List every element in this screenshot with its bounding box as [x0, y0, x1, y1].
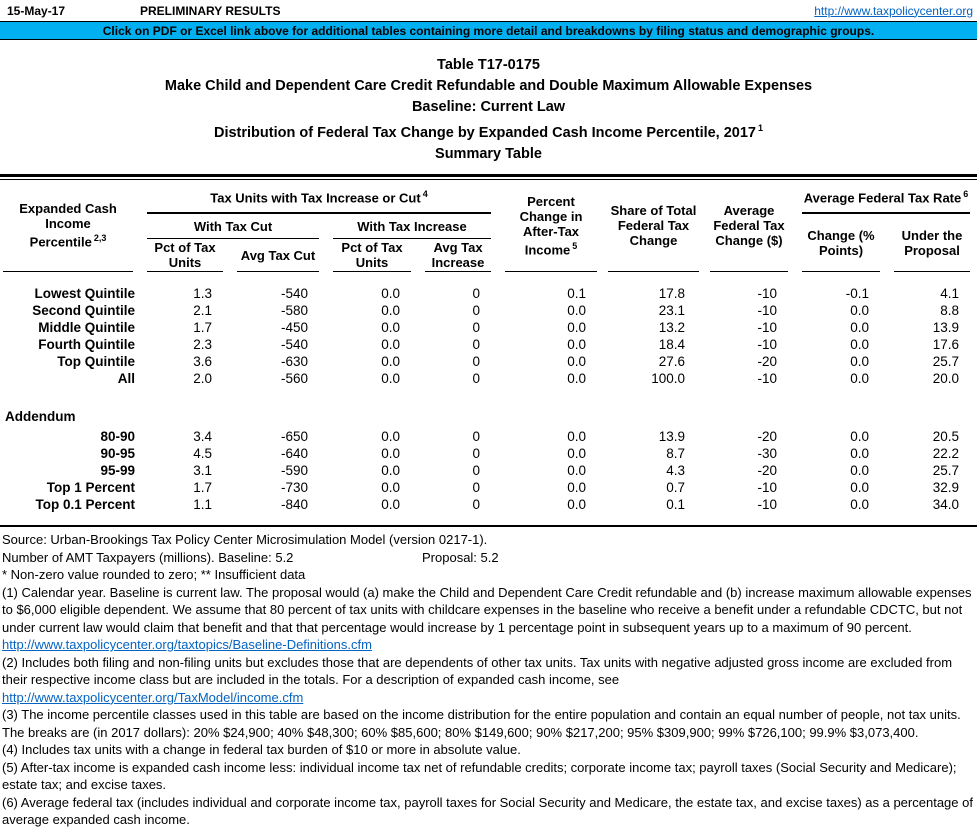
- data-cell: -10: [757, 497, 777, 513]
- col-header-pct-of-tax-units-cut: Pct of Tax Units: [140, 239, 230, 272]
- page-top-bar: [0, 0, 977, 21]
- footnote: (1) Calendar year. Baseline is current law. The proposal would (a) make the Child and Dependent Care Credit refundable and (b) increase maximum allowable expenses to $6,000 eligible dependent. We assume that 80 percent of tax units with childcare expenses in the baseline who receive a benefit under a refundable CDCTC, but not under current law would claim that benefit and that that percentage would increase by 1 percentage point in subsequent years up to a maximum of 90 percent.: [2, 584, 972, 635]
- data-cell: 0: [472, 371, 480, 387]
- summary-table-title: Summary Table: [435, 145, 542, 162]
- data-cell: 22.2: [932, 446, 959, 462]
- row-label: Middle Quintile: [38, 320, 135, 336]
- data-cell: -560: [280, 371, 308, 387]
- data-cell: 0.0: [567, 303, 586, 319]
- data-cell: 0.0: [567, 429, 586, 445]
- addendum-row: [0, 387, 977, 428]
- results-table: [0, 179, 977, 528]
- table-row: [0, 336, 977, 353]
- data-cell: -10: [757, 320, 777, 336]
- data-cell: 20.5: [932, 429, 959, 445]
- data-cell: 0: [472, 320, 480, 336]
- data-cell: 0.0: [381, 429, 400, 445]
- row-label: 95-99: [100, 463, 135, 479]
- data-cell: 1.7: [193, 320, 212, 336]
- data-cell: 3.6: [193, 354, 212, 370]
- data-cell: 0.0: [381, 463, 400, 479]
- data-cell: -540: [280, 286, 308, 302]
- row-label: Top Quintile: [57, 354, 135, 370]
- table-row: [0, 479, 977, 496]
- data-cell: -450: [280, 320, 308, 336]
- table-row: [0, 428, 977, 445]
- data-cell: 13.9: [658, 429, 685, 445]
- row-label: Second Quintile: [32, 303, 135, 319]
- data-cell: 0.0: [567, 320, 586, 336]
- data-cell: 0.0: [850, 497, 869, 513]
- amt-baseline-value: Number of AMT Taxpayers (millions). Baseline: 5.2: [2, 549, 294, 565]
- data-cell: -20: [757, 463, 777, 479]
- data-cell: -20: [757, 429, 777, 445]
- data-cell: 0: [472, 429, 480, 445]
- table-row: [0, 319, 977, 336]
- data-cell: 25.7: [932, 463, 959, 479]
- data-cell: 0: [472, 497, 480, 513]
- data-cell: 0.0: [381, 446, 400, 462]
- data-cell: 17.6: [932, 337, 959, 353]
- group-header-avg-federal-tax-rate: Average Federal Tax Rate $^6$: [795, 179, 977, 214]
- col-header-pct-of-tax-units-increase: Pct of Tax Units: [326, 239, 418, 272]
- data-cell: 0.0: [381, 371, 400, 387]
- data-cell: 13.2: [658, 320, 685, 336]
- table-row: [0, 462, 977, 479]
- data-cell: 13.9: [932, 320, 959, 336]
- preliminary-results-label: PRELIMINARY RESULTS: [140, 3, 281, 18]
- data-cell: 0: [472, 286, 480, 302]
- table-row: [0, 302, 977, 319]
- addendum-label: Addendum: [5, 409, 76, 425]
- col-header-avg-federal-tax-change: Average Federal Tax Change ($): [703, 179, 795, 272]
- data-cell: 0.0: [381, 337, 400, 353]
- data-cell: -10: [757, 371, 777, 387]
- numbered-notes: [2, 584, 977, 829]
- row-label: All: [117, 371, 135, 387]
- row-label: Top 1 Percent: [46, 480, 135, 496]
- data-cell: 20.0: [932, 371, 959, 387]
- data-cell: 0.0: [850, 463, 869, 479]
- data-cell: 0: [472, 446, 480, 462]
- data-cell: 4.5: [193, 446, 212, 462]
- data-cell: 8.7: [666, 446, 685, 462]
- asterisk-note: * Non-zero value rounded to zero; ** Insufficient data: [2, 567, 306, 583]
- row-label: 90-95: [100, 446, 135, 462]
- subgroup-header-with-tax-cut: With Tax Cut: [140, 214, 326, 239]
- data-cell: -10: [757, 480, 777, 496]
- data-cell: 0.0: [850, 371, 869, 387]
- data-cell: 0.0: [381, 354, 400, 370]
- data-cell: -640: [280, 446, 308, 462]
- data-cell: 0.0: [567, 497, 586, 513]
- data-cell: 32.9: [932, 480, 959, 496]
- data-cell: 0.0: [567, 446, 586, 462]
- footnote: (2) Includes both filing and non-filing units but excludes those that are dependents of other tax units. Tax units with negative adjusted gross income are excluded from their respective income class but are included in the totals. For a description of expanded cash income, see: [2, 654, 953, 688]
- data-cell: 0.0: [381, 286, 400, 302]
- footnote: (4) Includes tax units with a change in federal tax burden of $10 or more in absolute value.: [2, 742, 521, 758]
- data-cell: 0.7: [666, 480, 685, 496]
- data-cell: 0.0: [850, 337, 869, 353]
- data-cell: 1.3: [193, 286, 212, 302]
- data-cell: 27.6: [658, 354, 685, 370]
- data-cell: 0: [472, 463, 480, 479]
- col-header-rate-change-points: Change (% Points): [795, 214, 887, 272]
- data-cell: -840: [280, 497, 308, 513]
- col-header-share-of-total: Share of Total Federal Tax Change: [604, 179, 703, 272]
- data-cell: 0: [472, 337, 480, 353]
- data-cell: 100.0: [651, 371, 685, 387]
- data-cell: 0.0: [850, 429, 869, 445]
- data-cell: 3.4: [193, 429, 212, 445]
- data-cell: 0.0: [850, 446, 869, 462]
- data-cell: 23.1: [658, 303, 685, 319]
- data-cell: 34.0: [932, 497, 959, 513]
- title-block: [0, 40, 977, 174]
- table-row: [0, 353, 977, 370]
- data-cell: 25.7: [932, 354, 959, 370]
- footer-notes: [0, 527, 977, 829]
- table-row: [0, 445, 977, 462]
- col-header-pct-change-after-tax-income: Percent Change in After-Tax Income $^5$: [498, 179, 604, 272]
- table-row: [0, 272, 977, 302]
- row-label: Top 0.1 Percent: [35, 497, 135, 513]
- data-cell: -0.1: [845, 286, 869, 302]
- baseline-title: Baseline: Current Law: [411, 99, 566, 115]
- data-cell: 0: [472, 303, 480, 319]
- data-cell: 0.0: [381, 320, 400, 336]
- data-cell: 2.1: [193, 303, 212, 319]
- data-cell: 0.0: [567, 371, 586, 387]
- row-label: Lowest Quintile: [34, 286, 135, 302]
- data-cell: -10: [757, 286, 777, 302]
- data-cell: 2.3: [193, 337, 212, 353]
- table-row: [0, 496, 977, 526]
- data-cell: 0.0: [381, 480, 400, 496]
- data-cell: -20: [757, 354, 777, 370]
- data-cell: 0.1: [567, 286, 586, 302]
- group-header-tax-units: Tax Units with Tax Increase or Cut $^4$: [140, 179, 498, 214]
- data-cell: 8.8: [940, 303, 959, 319]
- note-link[interactable]: http://www.taxpolicycenter.org/TaxModel/income.cfm: [2, 689, 304, 705]
- report-date: 15-May-17: [7, 3, 66, 18]
- data-cell: 1.7: [193, 480, 212, 496]
- data-cell: 0.0: [850, 480, 869, 496]
- data-cell: 4.1: [940, 286, 959, 302]
- data-cell: -730: [280, 480, 308, 496]
- data-cell: -590: [280, 463, 308, 479]
- data-cell: 18.4: [658, 337, 685, 353]
- footnote: (6) Average federal tax (includes individual and corporate income tax, payroll taxes for Social Security and Medicare, the estate tax, and excise taxes) as a percentage of average expanded cash income.: [2, 794, 973, 828]
- data-cell: -10: [757, 337, 777, 353]
- data-cell: 17.8: [658, 286, 685, 302]
- note-link[interactable]: http://www.taxpolicycenter.org/taxtopics/Baseline-Definitions.cfm: [2, 637, 372, 653]
- results-table-wrapper: [0, 174, 977, 528]
- data-cell: 2.0: [193, 371, 212, 387]
- row-label: 80-90: [100, 429, 135, 445]
- col-header-avg-tax-increase: Avg Tax Increase: [418, 239, 498, 272]
- data-cell: -650: [280, 429, 308, 445]
- data-cell: -540: [280, 337, 308, 353]
- data-cell: -30: [757, 446, 777, 462]
- table-number-title: Table T17-0175: [437, 57, 540, 73]
- footnote: (5) After-tax income is expanded cash income less: individual income tax net of refundable credits; corporate income tax; payroll taxes (Social Security and Medicare); estate tax; and excise taxes.: [2, 759, 957, 793]
- data-cell: 1.1: [193, 497, 212, 513]
- footnote: (3) The income percentile classes used in this table are based on the income distribution for the entire population and contain an equal number of people, not tax units. The breaks are (in 2017 dollars): 20% $24,900; 40% $48,300; 60% $85,600; 80% $149,600; 90% $217,200; 95% $309,900; 99% $726,100; 99.9% $3,073,400.: [2, 707, 961, 740]
- amt-proposal-value: Proposal: 5.2: [422, 549, 499, 565]
- table-row: [0, 370, 977, 387]
- data-cell: -630: [280, 354, 308, 370]
- data-cell: 3.1: [193, 463, 212, 479]
- subgroup-header-with-tax-increase: With Tax Increase: [326, 214, 498, 239]
- col-header-under-the-proposal: Under the Proposal: [887, 214, 977, 272]
- distribution-title: Distribution of Federal Tax Change by Expanded Cash Income Percentile, 2017 $^1$: [213, 123, 764, 141]
- proposal-title: Make Child and Dependent Care Credit Refundable and Double Maximum Allowable Expenses: [164, 78, 813, 94]
- data-cell: -10: [757, 303, 777, 319]
- data-cell: 0.0: [850, 320, 869, 336]
- info-banner-text: Click on PDF or Excel link above for additional tables containing more detail and breakdowns by filing status and demographic groups.: [102, 23, 875, 38]
- col-header-expanded-cash-income: Expanded Cash Income Percentile $^{2,3}$: [0, 179, 140, 272]
- data-cell: 0.0: [567, 354, 586, 370]
- data-cell: 4.3: [666, 463, 685, 479]
- amt-taxpayers-line: [2, 549, 977, 567]
- data-cell: 0.0: [850, 354, 869, 370]
- data-cell: 0.0: [381, 497, 400, 513]
- data-cell: 0.1: [666, 497, 685, 513]
- data-cell: 0.0: [381, 303, 400, 319]
- data-cell: 0: [472, 354, 480, 370]
- data-cell: 0.0: [850, 303, 869, 319]
- taxpolicycenter-link[interactable]: http://www.taxpolicycenter.org: [814, 3, 973, 18]
- data-cell: 0: [472, 480, 480, 496]
- data-cell: 0.0: [567, 463, 586, 479]
- data-cell: 0.0: [567, 337, 586, 353]
- source-line: Source: Urban-Brookings Tax Policy Center Microsimulation Model (version 0217-1).: [2, 532, 488, 548]
- data-cell: 0.0: [567, 480, 586, 496]
- data-cell: -580: [280, 303, 308, 319]
- col-header-avg-tax-cut: Avg Tax Cut: [230, 239, 326, 272]
- info-banner: [0, 21, 977, 40]
- row-label: Fourth Quintile: [38, 337, 135, 353]
